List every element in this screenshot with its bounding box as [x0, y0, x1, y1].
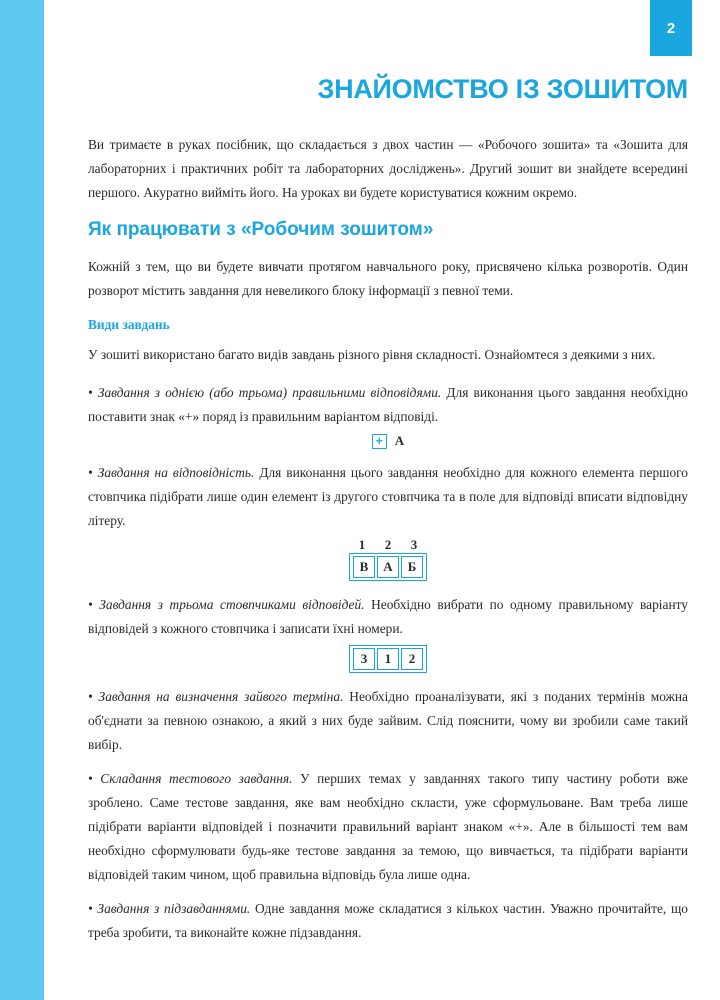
answer-number-box: 3 [353, 648, 375, 670]
page-number: 2 [650, 0, 692, 56]
intro-paragraph: Ви тримаєте в руках посібник, що складається з двох частин — «Робочого зошита» та «Зошита для лабораторних і практичних робіт та лабораторних досліджень». Другий зошит ви знайдете всередині першого. Акуратно вийміть його. На уроках ви будете користуватися кожним окремо. [88, 137, 688, 200]
subsection-paragraph: У зошиті використано багато видів завдань різного рівня складності. Ознайомтеся з деякими з них. [88, 347, 656, 362]
plus-mark-box: + [372, 434, 387, 449]
matching-number: 2 [384, 537, 392, 552]
task-test-compose-title: • Складання тестового завдання. [88, 771, 293, 786]
task-subtasks-text: Одне завдання може складатися з кількох частин. Уважно прочитайте, що треба зробити, та виконайте кожне підзавдання. [88, 901, 688, 940]
one-answer-example [88, 433, 688, 449]
task-extra-term-text: Необхідно проаналізувати, які з поданих термінів можна об'єднати за певною ознакою, а який з них буде зайвим. Слід пояснити, чому ви зробили саме такий вибір. [88, 689, 688, 752]
matching-letter-box: Б [401, 556, 423, 578]
task-three-columns-text: Необхідно вибрати по одному правильному варіанту відповідей з кожного стовпчика і записати їхні номери. [88, 597, 688, 636]
section-paragraph: Кожній з тем, що ви будете вивчати протягом навчального року, присвячено кілька розворотів. Один розворот містить завдання для невеликого блоку інформації з певної теми. [88, 259, 688, 298]
task-three-columns-title: • Завдання з трьома стовпчиками відповідей. [88, 597, 365, 612]
task-subtasks-title: • Завдання з підзавданнями. [88, 901, 251, 916]
side-color-bar [0, 0, 44, 1000]
matching-number: 1 [358, 537, 366, 552]
three-columns-example [88, 645, 688, 673]
answer-number-box: 2 [401, 648, 423, 670]
task-test-compose-text: У перших темах у завданнях такого типу частину роботи вже зроблено. Саме тестове завдання, яке вам необхідно скласти, уже сформульоване. Вам треба лише підібрати варіанти відповідей і позначити правильний варіант знаком «+». Але в більшості тем вам необхідно сформулювати будь-яке тестове завдання за темою, що вивчається, та підібрати варіанти відповідей таким чином, щоб правильна відповідь була лише одна. [88, 771, 688, 882]
task-one-answer-text: Для виконання цього завдання необхідно поставити знак «+» поряд із правильним варіантом відповіді. [88, 385, 688, 424]
example-letter: А [394, 433, 405, 448]
task-test-compose [88, 767, 688, 887]
matching-number: 3 [410, 537, 418, 552]
matching-letter-box: А [377, 556, 399, 578]
task-three-columns [88, 593, 688, 641]
task-extra-term-title: • Завдання на визначення зайвого терміна. [88, 689, 344, 704]
task-matching-title: • Завдання на відповідність. [88, 465, 255, 480]
task-one-answer [88, 381, 688, 429]
matching-letter-box: В [353, 556, 375, 578]
task-subtasks [88, 897, 688, 945]
section-title: Як працювати з «Робочим зошитом» [88, 219, 434, 240]
answer-number-box: 1 [377, 648, 399, 670]
task-matching-text: Для виконання цього завдання необхідно для кожного елемента першого стовпчика підібрати лише один елемент із другого стовпчика та в поле для відповіді вписати відповідну літеру. [88, 465, 688, 528]
task-extra-term [88, 685, 688, 757]
page-content [88, 74, 688, 955]
task-matching [88, 461, 688, 533]
page-title: ЗНАЙОМСТВО ІЗ ЗОШИТОМ [317, 74, 688, 104]
task-one-answer-title: • Завдання з однією (або трьома) правильними відповідями. [88, 385, 442, 400]
matching-example [88, 537, 688, 581]
subsection-title: Види завдань [88, 317, 170, 332]
